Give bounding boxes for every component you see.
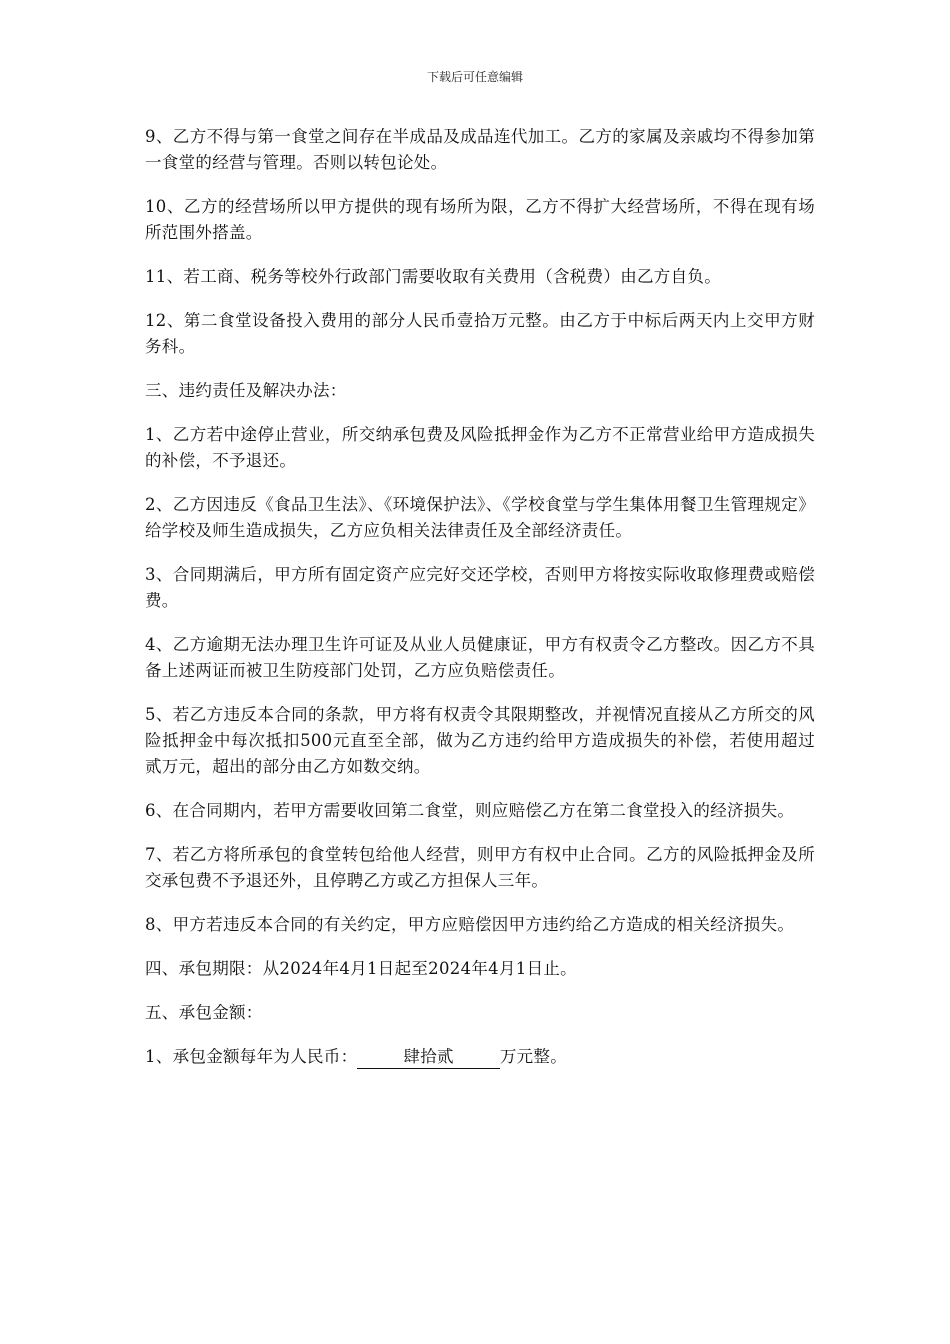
- breach-clause-1: 1、乙方若中途停止营业，所交纳承包费及风险抵押金作为乙方不正常营业给甲方造成损失的补偿，不予退还。: [145, 425, 815, 470]
- breach-clause-4: 4、乙方逾期无法办理卫生许可证及从业人员健康证，甲方有权责令乙方整改。因乙方不具备上述两证而被卫生防疫部门处罚，乙方应负赔偿责任。: [145, 635, 815, 680]
- amount-prefix: 1、承包金额每年为人民币：: [145, 1047, 358, 1066]
- breach-clause-5: 5、若乙方违反本合同的条款，甲方将有权责令其限期整改，并视情况直接从乙方所交的风险抵押金中每次抵扣500元直至全部，做为乙方违约给甲方造成损失的补偿，若使用超过贰万元，超出的部分由乙方如数交纳。: [145, 705, 815, 776]
- clause-9: 9、乙方不得与第一食堂之间存在半成品及成品连代加工。乙方的家属及亲戚均不得参加第一食堂的经营与管理。否则以转包论处。: [145, 127, 815, 172]
- amount-suffix: 万元整。: [499, 1047, 568, 1066]
- clause-10: 10、乙方的经营场所以甲方提供的现有场所为限，乙方不得扩大经营场所，不得在现有场所范围外搭盖。: [145, 197, 815, 242]
- breach-clause-6: 6、在合同期内，若甲方需要收回第二食堂，则应赔偿乙方在第二食堂投入的经济损失。: [145, 801, 795, 820]
- breach-clause-2: 2、乙方因违反《食品卫生法》、《环境保护法》、《学校食堂与学生集体用餐卫生管理规定》给学校及师生造成损失，乙方应负相关法律责任及全部经济责任。: [145, 495, 815, 540]
- amount-line: [145, 1044, 815, 1070]
- breach-clause-7: 7、若乙方将所承包的食堂转包给他人经营，则甲方有权中止合同。乙方的风险抵押金及所交承包费不予退还外，且停聘乙方或乙方担保人三年。: [145, 845, 815, 890]
- section-heading-breach: 三、违约责任及解决办法：: [145, 381, 347, 400]
- page-header: 下载后可任意编辑: [426, 70, 523, 84]
- document-body: [145, 124, 815, 1088]
- section-heading-term: 四、承包期限：从2024年4月1日起至2024年4月1日止。: [145, 959, 577, 978]
- breach-clause-8: 8、甲方若违反本合同的有关约定，甲方应赔偿因甲方违约给乙方造成的相关经济损失。: [145, 915, 795, 934]
- clause-12: 12、第二食堂设备投入费用的部分人民币壹拾万元整。由乙方于中标后两天内上交甲方财务科。: [145, 311, 815, 356]
- amount-value: 肆拾贰: [357, 1046, 499, 1069]
- clause-11: 11、若工商、税务等校外行政部门需要收取有关费用（含税费）由乙方自负。: [145, 267, 721, 286]
- breach-clause-3: 3、合同期满后，甲方所有固定资产应完好交还学校，否则甲方将按实际收取修理费或赔偿费。: [145, 565, 815, 610]
- section-heading-amount: 五、承包金额：: [145, 1003, 263, 1022]
